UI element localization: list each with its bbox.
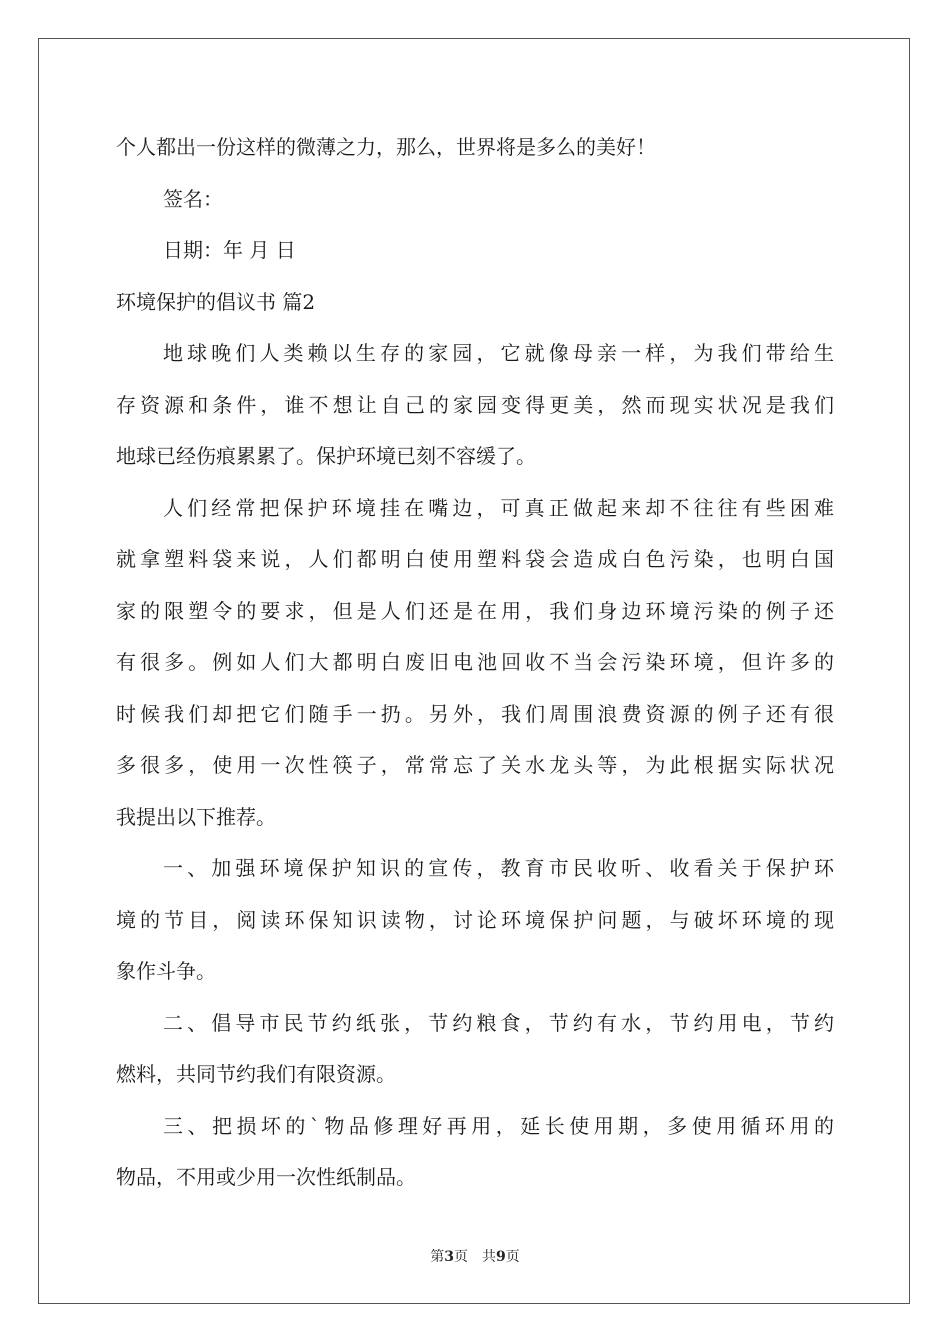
page-footer	[0, 1246, 950, 1266]
page-label-mid: 页 共	[454, 1249, 496, 1265]
text-line: 多很多，使用一次性筷子，常常忘了关水龙头等，为此根据实际状况	[116, 753, 834, 777]
text-line: 就拿塑料袋来说，人们都明白使用塑料袋会造成白色污染，也明白国	[116, 547, 834, 571]
text-line: 有很多。例如人们大都明白废旧电池回收不当会污染环境，但许多的	[116, 650, 834, 674]
text-line: 人们经常把保护环境挂在嘴边，可真正做起来却不往往有些困难	[163, 495, 834, 520]
text-line: 时候我们却把它们随手一扔。另外，我们周围浪费资源的例子还有很	[116, 701, 834, 726]
text-line: 签名：	[163, 186, 223, 211]
text-line: 个人都出一份这样的微薄之力，那么，世界将是多么的美好！	[116, 135, 656, 159]
text-line: 一、加强环境保护知识的宣传，教育市民收听、收看关于保护环	[163, 856, 834, 880]
text-line: 燃料，共同节约我们有限资源。	[116, 1062, 396, 1086]
page-label-prefix: 第	[430, 1249, 445, 1265]
page-total: 9	[496, 1249, 506, 1265]
text-line: 二、倡导市民节约纸张，节约粮食，节约有水，节约用电，节约	[163, 1010, 834, 1035]
document-body	[116, 130, 834, 1212]
text-line: 境的节目，阅读环保知识读物，讨论环境保护问题，与破坏环境的现	[116, 907, 834, 932]
text-line: 象作斗争。	[116, 959, 216, 983]
text-line: 家的限塑令的要求，但是人们还是在用，我们身边环境污染的例子还	[116, 598, 834, 623]
text-line: 地球晚们人类赖以生存的家园，它就像母亲一样，为我们带给生	[163, 341, 834, 365]
text-line: 三、把损坏的`物品修理好再用，延长使用期，多使用循环用的	[163, 1113, 834, 1138]
text-line: 物品，不用或少用一次性纸制品。	[116, 1165, 416, 1189]
text-line: 日期：年 月 日	[163, 238, 296, 262]
text-line: 我提出以下推荐。	[116, 804, 276, 829]
page-label-suffix: 页	[505, 1249, 520, 1265]
text-line: 存资源和条件，谁不想让自己的家园变得更美，然而现实状况是我们	[116, 392, 834, 417]
text-line: 地球已经伤痕累累了。保护环境已刻不容缓了。	[116, 444, 536, 468]
page-current: 3	[444, 1249, 454, 1265]
text-line: 环境保护的倡议书 篇2	[116, 289, 316, 314]
